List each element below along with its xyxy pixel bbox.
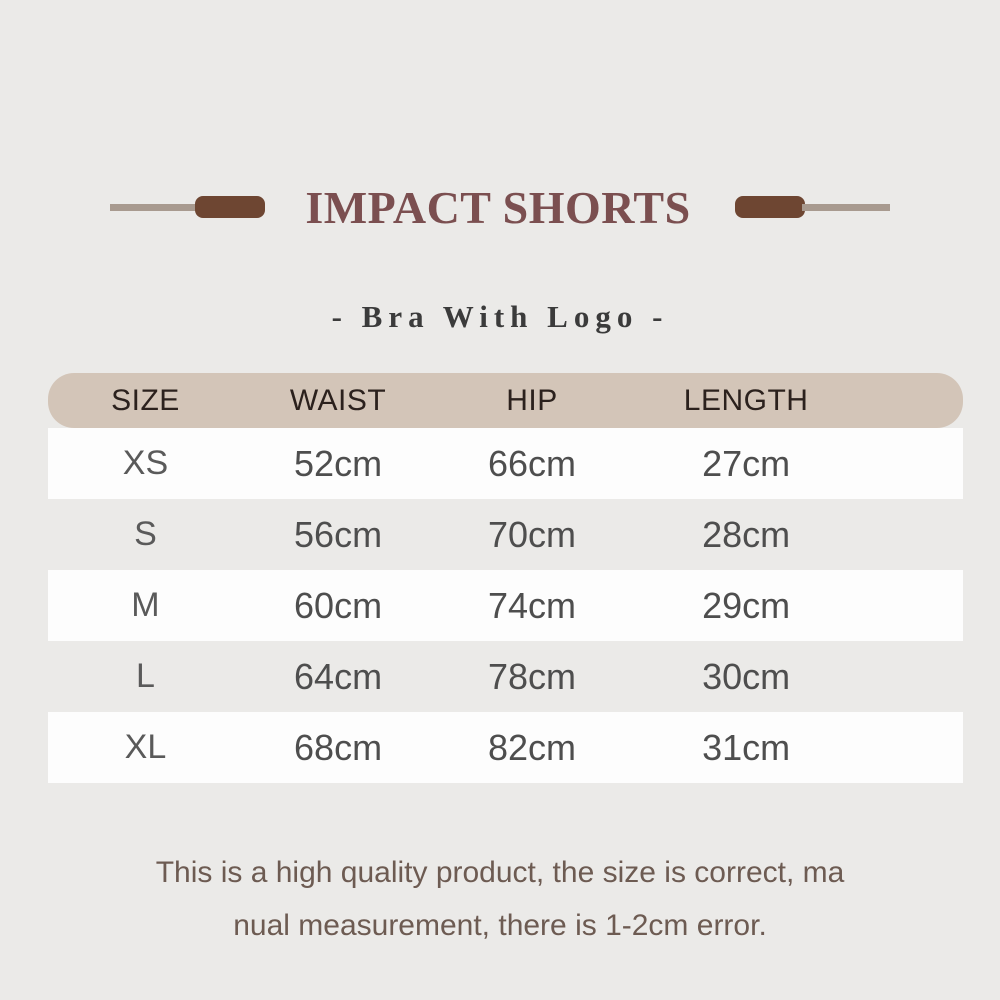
- column-header-waist: WAIST: [289, 383, 387, 417]
- cell-size: XS: [122, 444, 169, 482]
- size-table-header-row: [48, 373, 963, 428]
- cell-length: 27cm: [702, 442, 791, 484]
- decor-pill-right-icon: [735, 196, 805, 218]
- decor-line-left-icon: [110, 204, 198, 211]
- column-header-hip: HIP: [506, 383, 558, 417]
- decor-line-right-icon: [802, 204, 890, 211]
- cell-size: XL: [124, 728, 167, 766]
- decor-pill-left-icon: [195, 196, 265, 218]
- cell-size: M: [131, 586, 160, 624]
- disclaimer-line-1: This is a high quality product, the size is correct, ma: [155, 856, 845, 889]
- cell-size: S: [134, 515, 157, 553]
- disclaimer-line-2: nual measurement, there is 1-2cm error.: [233, 909, 767, 942]
- size-table: [48, 373, 963, 783]
- page-title: IMPACT SHORTS: [305, 181, 691, 233]
- column-header-length: LENGTH: [683, 383, 809, 417]
- cell-waist: 68cm: [294, 726, 383, 768]
- cell-hip: 78cm: [488, 655, 577, 697]
- disclaimer-text: [0, 846, 1000, 952]
- cell-waist: 56cm: [294, 513, 383, 555]
- cell-hip: 82cm: [488, 726, 577, 768]
- title-banner: [0, 181, 1000, 233]
- cell-waist: 52cm: [294, 442, 383, 484]
- column-header-size: SIZE: [111, 383, 180, 417]
- cell-waist: 64cm: [294, 655, 383, 697]
- product-subtitle: - Bra With Logo -: [331, 299, 669, 334]
- cell-hip: 66cm: [488, 442, 577, 484]
- table-row: [48, 499, 963, 570]
- cell-length: 28cm: [702, 513, 791, 555]
- table-row: [48, 712, 963, 783]
- cell-hip: 74cm: [488, 584, 577, 626]
- table-row: [48, 641, 963, 712]
- table-row: [48, 428, 963, 499]
- cell-hip: 70cm: [488, 513, 577, 555]
- cell-length: 29cm: [702, 584, 791, 626]
- cell-waist: 60cm: [294, 584, 383, 626]
- cell-size: L: [135, 657, 155, 695]
- cell-length: 30cm: [702, 655, 791, 697]
- cell-length: 31cm: [702, 726, 791, 768]
- table-row: [48, 570, 963, 641]
